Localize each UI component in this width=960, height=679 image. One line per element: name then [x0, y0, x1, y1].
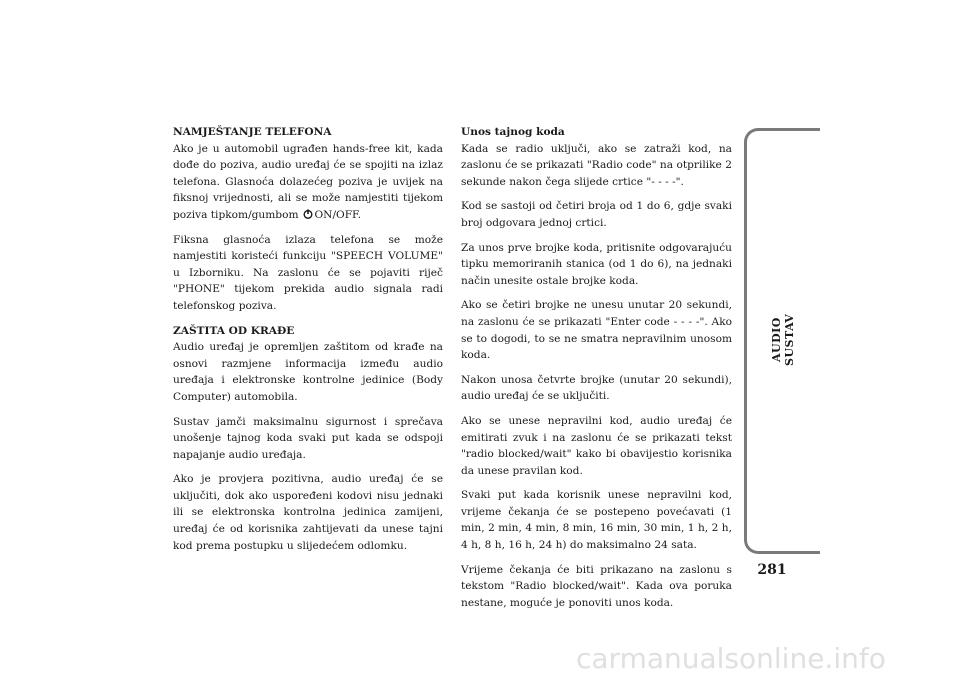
paragraph-security: Sustav jamči maksimalnu sigurnost i sprečava unošenje tajnog koda svaki put kada se odspoji napajanje audio uređaja.	[173, 415, 443, 461]
paragraph-handsfree	[173, 141, 443, 224]
paragraph-code-1: Kada se radio uključi, ako se zatraži kod, na zaslonu će se prikazati "Radio code" na otprilike 2 sekunde nakon čega slijede crtice "- - - -".	[461, 142, 732, 188]
paragraph-anti-theft: Audio uređaj je opremljen zaštitom od krađe na osnovi razmjene informacija između audio uređaja i elektronske kontrolne jedinice (Body Computer) automobila.	[173, 341, 443, 403]
power-icon	[303, 209, 313, 219]
left-column	[173, 124, 443, 562]
paragraph-verification: Ako je provjera pozitivna, audio uređaj će se uključiti, dok ako uspoređeni kodovi nisu jednaki ili se elektronska kontrolna jedinica zamijeni, uređaj će od korisnika zahtijevati da unese tajni kod prema postupku u slijedećem odlomku.	[173, 473, 443, 552]
side-tab-label: AUDIO SUSTAV	[770, 313, 796, 367]
paragraph-code-2: Kod se sastoji od četiri broja od 1 do 6, gdje svaki broj odgovara jednoj crtici.	[461, 200, 732, 229]
paragraph-code-3: Za unos prve brojke koda, pritisnite odgovarajuću tipku memoriranih stanica (od 1 do 6), na jednaki način unesite ostale brojke koda.	[461, 241, 732, 287]
paragraph-handsfree-text: Ako je u automobil ugrađen hands-free kit, kada dođe do poziva, audio uređaj će se spojiti na izlaz telefona. Glasnoća dolazećeg poziva je uvijek na fiksnoj vrijednosti, ali se može namjestiti tijekom poziva tipkom/gumbom	[173, 142, 443, 221]
paragraph-code-6: Ako se unese nepravilni kod, audio uređaj će emitirati zvuk i na zaslonu će se prikazati tekst "radio blocked/wait" kako bi obavijestio korisnika da unese pravilan kod.	[461, 414, 732, 477]
heading-code-entry: Unos tajnog koda	[461, 126, 565, 138]
paragraph-handsfree-onoff: ON/OFF.	[314, 208, 362, 221]
watermark: carmanualsonline.info	[576, 642, 886, 675]
paragraph-code-4: Ako se četiri brojke ne unesu unutar 20 sekundi, na zaslonu će se prikazati "Enter code - - - -". Ako se to dogodi, to se ne smatra nepravilnim unosom koda.	[461, 299, 732, 362]
heading-anti-theft: ZAŠTITA OD KRAĐE	[173, 324, 295, 337]
right-column	[461, 124, 732, 619]
paragraph-code-8: Vrijeme čekanja će biti prikazano na zaslonu s tekstom "Radio blocked/wait". Kada ova poruka nestane, moguće je ponoviti unos koda.	[461, 563, 732, 609]
heading-phone-settings: NAMJEŠTANJE TELEFONA	[173, 126, 332, 138]
paragraph-code-5: Nakon unosa četvrte brojke (unutar 20 sekundi), audio uređaj će se uključiti.	[461, 373, 732, 403]
paragraph-code-7: Svaki put kada korisnik unese nepravilni kod, vrijeme čekanja će se postepeno povećavati (1 min, 2 min, 4 min, 8 min, 16 min, 30 min, 1 h, 2 h, 4 h, 8 h, 16 h, 24 h) do maksimalno 24 sata.	[461, 489, 732, 552]
paragraph-speech-volume: Fiksna glasnoća izlaza telefona se može namjestiti koristeći funkciju "SPEECH VOLUME" u Izborniku. Na zaslonu će se pojaviti riječ "PHONE" tijekom prekida audio signala radi telefonskog poziva.	[173, 233, 443, 312]
page-number: 281	[757, 562, 787, 578]
